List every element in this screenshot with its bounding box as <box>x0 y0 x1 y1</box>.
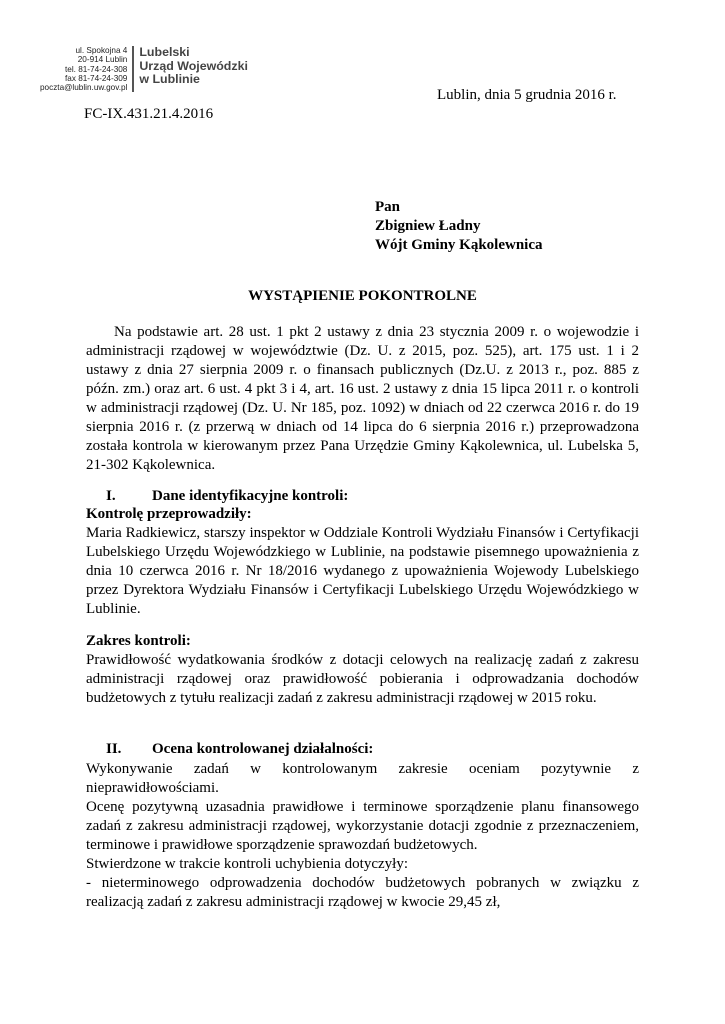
address-fax: fax 81-74-24-309 <box>65 73 128 83</box>
section-2-title: Ocena kontrolowanej działalności: <box>152 741 374 757</box>
address-postcode: 20-914 Lublin <box>77 55 128 65</box>
section-1-heading <box>86 488 348 505</box>
address-phone: tel. 81-74-24-308 <box>65 64 128 74</box>
addressee-position: Wójt Gminy Kąkolewnica <box>375 237 543 253</box>
section-1-title: Dane identyfikacyjne kontroli: <box>152 488 349 504</box>
case-number: FC-IX.431.21.4.2016 <box>84 106 214 122</box>
document-title: WYSTĄPIENIE POKONTROLNE <box>248 288 477 304</box>
addressee-salutation: Pan <box>375 199 401 215</box>
controllers-paragraph: Maria Radkiewicz, starszy inspektor w Oddziale Kontroli Wydziału Finansów i Certyfikacji Lubelskiego Urzędu Wojewódzkiego w Lublinie, na podstawie pisemnego upoważnienia z dnia 10 czerwca 2016 r. Nr 18/2016 wydanego z upoważnienia Wojewody Lubelskiego przez Dyrektora Wydziału Finansów i Certyfikacji Lubelskiego Urzędu Wojewódzkiego w Lublinie. <box>86 525 639 617</box>
section-1-number: I. <box>106 488 116 504</box>
scope-block <box>86 632 639 708</box>
justification-paragraph: Ocenę pozytywną uzasadnia prawidłowe i terminowe sporządzenie planu finansowego zadań z zakresu administracji rządowej, wykorzystanie dotacji zgodnie z przeznaczeniem, terminowe i prawidłowe sporządzenie sprawozdań budżetowych. <box>86 799 639 853</box>
address-street: ul. Spokojna 4 <box>75 46 128 55</box>
section-2-number: II. <box>106 741 122 757</box>
addressee-block <box>375 198 543 255</box>
section-2-body <box>86 760 639 912</box>
office-name-line: w Lublinie <box>139 72 200 87</box>
addressee-name: Zbigniew Ładny <box>375 218 481 234</box>
scope-paragraph: Prawidłowość wydatkowania środków z dotacji celowych na realizację zadań z zakresu administracji rządowej oraz prawidłowość pobierania i odprowadzania dochodów budżetowych z tytułu realizacji zadań z zakresu administracji rządowej w 2015 roku. <box>86 652 639 706</box>
city-date: Lublin, dnia 5 grudnia 2016 r. <box>437 87 617 103</box>
letterhead-divider <box>132 46 134 92</box>
finding-item: - nieterminowego odprowadzenia dochodów budżetowych pobranych w związku z realizacją zadań z zakresu administracji rządowej w kwocie 29,45 zł, <box>86 875 639 910</box>
scope-label: Zakres kontroli: <box>86 633 191 649</box>
section-1-body <box>86 505 639 619</box>
office-name-line: Lubelski <box>139 45 190 59</box>
controllers-label: Kontrolę przeprowadziły: <box>86 506 252 522</box>
intro-block <box>86 323 639 475</box>
office-address <box>40 46 132 92</box>
section-2-heading <box>86 741 373 758</box>
office-name <box>139 46 248 92</box>
findings-intro: Stwierdzone w trakcie kontroli uchybienia dotyczyły: <box>86 856 408 872</box>
office-name-line: Urząd Wojewódzki <box>139 58 248 73</box>
address-email: poczta@lublin.uw.gov.pl <box>40 83 128 93</box>
letterhead <box>40 46 248 92</box>
assessment-paragraph: Wykonywanie zadań w kontrolowanym zakresie oceniam pozytywnie z nieprawidłowościami. <box>86 761 639 796</box>
intro-paragraph: Na podstawie art. 28 ust. 1 pkt 2 ustawy z dnia 23 stycznia 2009 r. o wojewodzie i administracji rządowej w województwie (Dz. U. z 2015, poz. 525), art. 175 ust. 1 i 2 ustawy z dnia 27 sierpnia 2009 r. o finansach publicznych (Dz.U. z 2013 r., poz. 885 z późn. zm.) oraz art. 6 ust. 4 pkt 3 i 4, art. 16 ust. 2 ustawy z dnia 15 lipca 2011 r. o kontroli w administracji rządowej (Dz. U. Nr 185, poz. 1092) w dniach od 22 czerwca 2016 r. do 19 sierpnia 2016 r. (z przerwą w dniach od 14 lipca do 6 sierpnia 2016 r.) przeprowadzona została kontrola w kierowanym przez Pana Urzędzie Gminy Kąkolewnica, ul. Lubelska 5, 21-302 Kąkolewnica. <box>86 324 639 473</box>
